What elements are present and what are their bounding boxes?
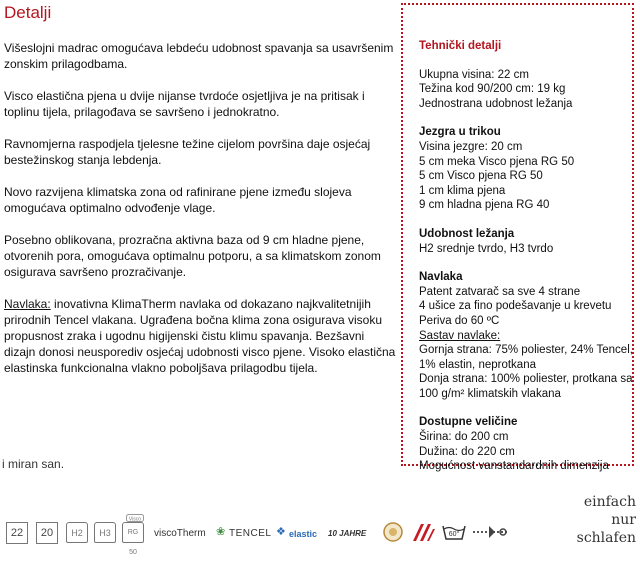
tech-title: Tehnički detalji <box>419 40 502 52</box>
detail-line: Širina: do 200 cm <box>419 431 509 444</box>
tencel-logo-icon: TENCEL <box>229 528 272 539</box>
hot-water-icon <box>411 521 437 543</box>
cover-text: inovativna KlimaTherm navlaka od dokazano najkvalitetnijih prirodnih Tencel vlakana. Ugrađena bočna klima zona osigurava visoku propusnost zraka i ugodnu higijenski čistu klimu spavanja. Bezšavni dizajn donosi neusporediv osjećaj udobnosti visco pjene. Visoko elastična elastinska funkcionalna vlakno poboljšava prilagodbu tijela. <box>4 297 396 375</box>
logo-line: einfach <box>583 494 636 510</box>
detail-line: 9 cm hladna pjena RG 40 <box>419 199 550 212</box>
detail-line: Jednostrana udobnost ležanja <box>419 97 573 110</box>
comfort-title: Udobnost ležanja <box>419 227 515 240</box>
cover-paragraph <box>4 296 396 376</box>
general-group <box>419 68 632 112</box>
detail-line: 4 ušice za fino podešavanje u krevetu <box>419 300 612 313</box>
firmness-h3-icon: H3 <box>94 522 116 543</box>
detail-line: Donja strana: 100% poliester, protkana sa <box>419 373 633 386</box>
detail-line: Dužina: do 220 cm <box>419 445 515 458</box>
sizes-title: Dostupne veličine <box>419 416 518 429</box>
detail-line: 5 cm meka Visco pjena RG 50 <box>419 155 575 168</box>
leaf-icon: ❀ <box>216 526 226 538</box>
cover-label: Navlaka: <box>4 297 51 311</box>
tech-details-box <box>401 3 634 473</box>
paragraph: Posebno oblikovana, prozračna aktivna baza od 9 cm hladne pjene, otvorenih pora, omogućava optimalnu potporu, a sa klimatskom zonom osigurava savršeno prozračivanje. <box>4 233 381 279</box>
detail-line: 5 cm Visco pjena RG 50 <box>419 170 543 183</box>
cover-group <box>419 270 632 401</box>
elastic-symbol-icon: ❖ <box>276 526 286 538</box>
wash-temp-label: 60° <box>448 531 460 538</box>
detail-line: 1 cm klima pjena <box>419 184 506 197</box>
detail-line: 100 g/m² klimatskih vlakana <box>419 387 561 400</box>
wash-line: Periva do 60 ºC <box>419 314 500 327</box>
detail-line: Gornja strana: 75% poliester, 24% Tencel, <box>419 344 633 357</box>
description <box>4 40 396 392</box>
height-22-icon: 22 <box>6 522 28 544</box>
detail-line: H2 srednje tvrdo, H3 tvrdo <box>419 242 554 255</box>
firmness-h2-icon: H2 <box>66 522 88 543</box>
logo-line: nur <box>611 512 636 528</box>
wash-tub-icon <box>441 522 467 542</box>
detail-line: Težina kod 90/200 cm: 19 kg <box>419 83 566 96</box>
warranty-10-years-icon: 10 JAHRE <box>328 529 367 538</box>
detail-line: Patent zatvarač sa sve 4 strane <box>419 285 581 298</box>
viscotherm-logo-icon: viscoTherm <box>154 528 206 539</box>
height-20-icon: 20 <box>36 522 58 544</box>
rg-small-label: Visco <box>128 516 142 522</box>
page-title: Detalji <box>4 3 52 22</box>
composition-label: Sastav navlake: <box>419 329 501 342</box>
rg50-icon: RG 50 <box>122 522 144 543</box>
feature-icons-bar <box>0 492 520 556</box>
sizes-group <box>419 415 632 473</box>
detail-line: Visina jezgre: 20 cm <box>419 140 523 153</box>
paragraph: Višeslojni madrac omogućava lebdeću udobnost spavanja sa usavršenim zonskim prilagodbama. <box>4 41 394 71</box>
stray-text: i miran san. <box>2 457 65 469</box>
cover-title: Navlaka <box>419 271 463 284</box>
logo-line: schlafen <box>576 530 636 546</box>
detail-line: 1% elastin, neprotkana <box>419 358 536 371</box>
zipper-icon <box>471 522 511 542</box>
comfort-group <box>419 227 632 256</box>
detail-line: Mogućnost vanstandardnih dimenzija <box>419 460 609 473</box>
paragraph: Ravnomjerna raspodjela tjelesne težine cijelom površina daje osjećaj bestežinskog stanja lebdenja. <box>4 137 371 167</box>
detail-line: Ukupna visina: 22 cm <box>419 68 529 81</box>
elastic-logo-icon: elastic <box>289 529 318 539</box>
core-group <box>419 125 632 213</box>
paragraph: Novo razvijena klimatska zona od rafinirane pjene između slojeva omogućava optimalno odvođenje vlage. <box>4 185 352 215</box>
brand-logo <box>560 493 636 547</box>
paragraph: Visco elastična pjena u dvije nijanse tvrdoće osjetljiva je na pritisak i toplinu tijela, prilagođava se savršeno i jednokratno. <box>4 89 365 119</box>
core-title: Jezgra u trikou <box>419 126 501 139</box>
rg-small-icon <box>126 514 144 522</box>
certificate-badge-icon <box>381 521 405 543</box>
